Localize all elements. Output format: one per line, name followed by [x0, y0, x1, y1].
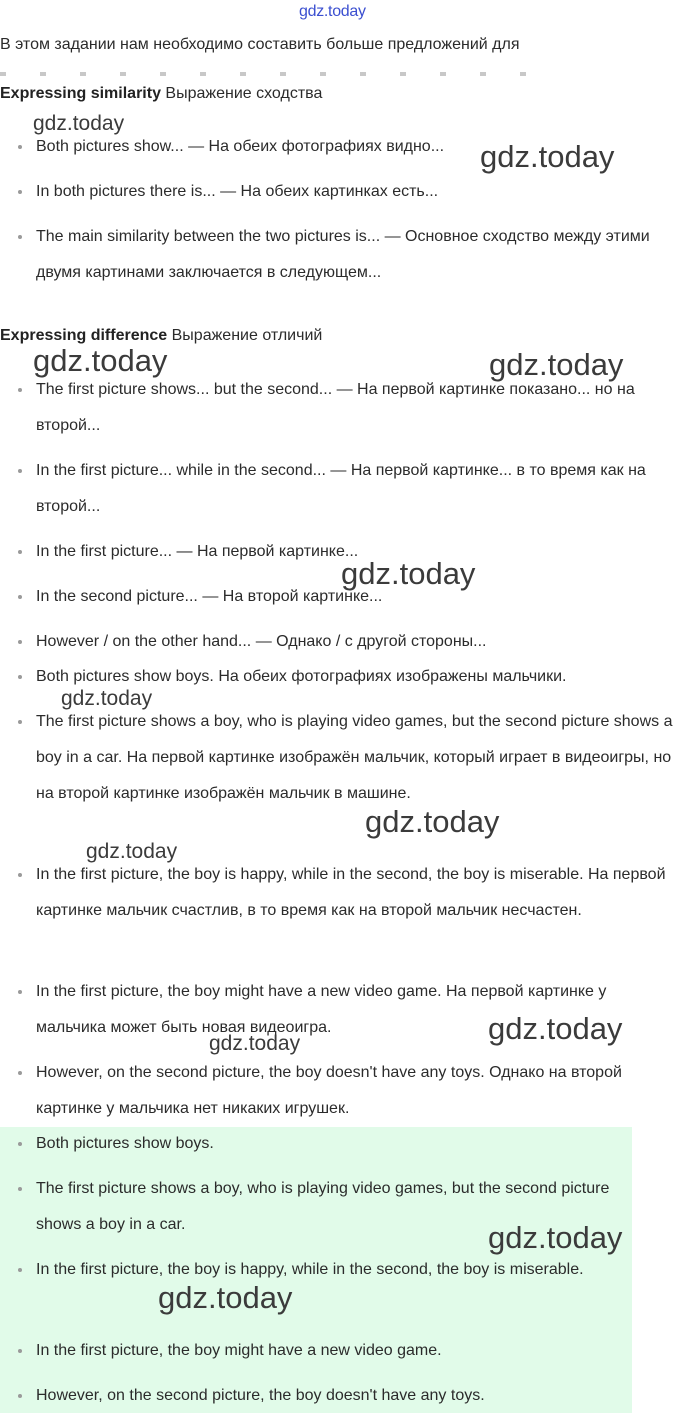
site-logo[interactable]: gdz.today [299, 3, 366, 20]
similarity-item: Both pictures show... — На обеих фотографиях видно... [36, 129, 678, 165]
difference-item: In the first picture... while in the second... — На первой картинке... в то время как на второй... [36, 453, 678, 525]
difference-item: In the second picture... — На второй картинке... [36, 579, 678, 615]
watermark: gdz.today [33, 112, 125, 135]
difference-item: In the first picture, the boy might have a new video game. На первой картинке у мальчика может быть новая видеоигра. [36, 974, 678, 1046]
difference-item: However / on the other hand... — Однако / с другой стороны... [36, 624, 678, 660]
watermark: gdz.today [33, 343, 168, 378]
difference-item: In the first picture, the boy is happy, while in the second, the boy is miserable. На первой картинке мальчик счастлив, в то время как на второй мальчик несчастен. [36, 857, 678, 929]
similarity-item: The main similarity between the two pictures is... — Основное сходство между этими двумя картинами заключается в следующем... [36, 219, 678, 291]
difference-item: In the first picture... — На первой картинке... [36, 534, 678, 570]
answer-item: In the first picture, the boy might have a new video game. [36, 1333, 626, 1369]
cut-off-line [0, 72, 560, 76]
answer-item: However, on the second picture, the boy doesn't have any toys. [36, 1378, 626, 1414]
difference-translation: Выражение отличий [171, 327, 323, 344]
intro-text: В этом задании нам необходимо составить больше предложений для [0, 36, 520, 53]
answer-item: In the first picture, the boy is happy, while in the second, the boy is miserable. [36, 1252, 626, 1288]
watermark: gdz.today [489, 347, 624, 382]
answer-item: The first picture shows a boy, who is playing video games, but the second picture shows a boy in a car. [36, 1171, 626, 1243]
watermark: gdz.today [86, 840, 178, 863]
watermark: gdz.today [341, 556, 476, 591]
watermark: gdz.today [209, 1032, 301, 1055]
similarity-translation: Выражение сходства [165, 85, 323, 102]
answer-item: Both pictures show boys. [36, 1126, 626, 1162]
watermark: gdz.today [158, 1280, 293, 1315]
watermark: gdz.today [365, 804, 500, 839]
difference-item: Both pictures show boys. На обеих фотографиях изображены мальчики. [36, 659, 678, 695]
similarity-heading [0, 84, 322, 104]
similarity-item: In both pictures there is... — На обеих картинках есть... [36, 174, 678, 210]
similarity-title: Expressing similarity [0, 85, 161, 102]
difference-item: The first picture shows... but the second... — На первой картинке показано... но на второй... [36, 372, 678, 444]
watermark: gdz.today [61, 687, 153, 710]
difference-item: However, on the second picture, the boy doesn't have any toys. Однако на второй картинке у мальчика нет никаких игрушек. [36, 1055, 678, 1127]
watermark: gdz.today [488, 1011, 623, 1046]
watermark: gdz.today [488, 1220, 623, 1255]
watermark: gdz.today [480, 139, 615, 174]
difference-item: The first picture shows a boy, who is playing video games, but the second picture shows a boy in a car. На первой картинке изображён мальчик, который играет в видеоигры, но на второй картинке изображён мальчик в машине. [36, 704, 678, 812]
difference-title: Expressing difference [0, 327, 168, 344]
